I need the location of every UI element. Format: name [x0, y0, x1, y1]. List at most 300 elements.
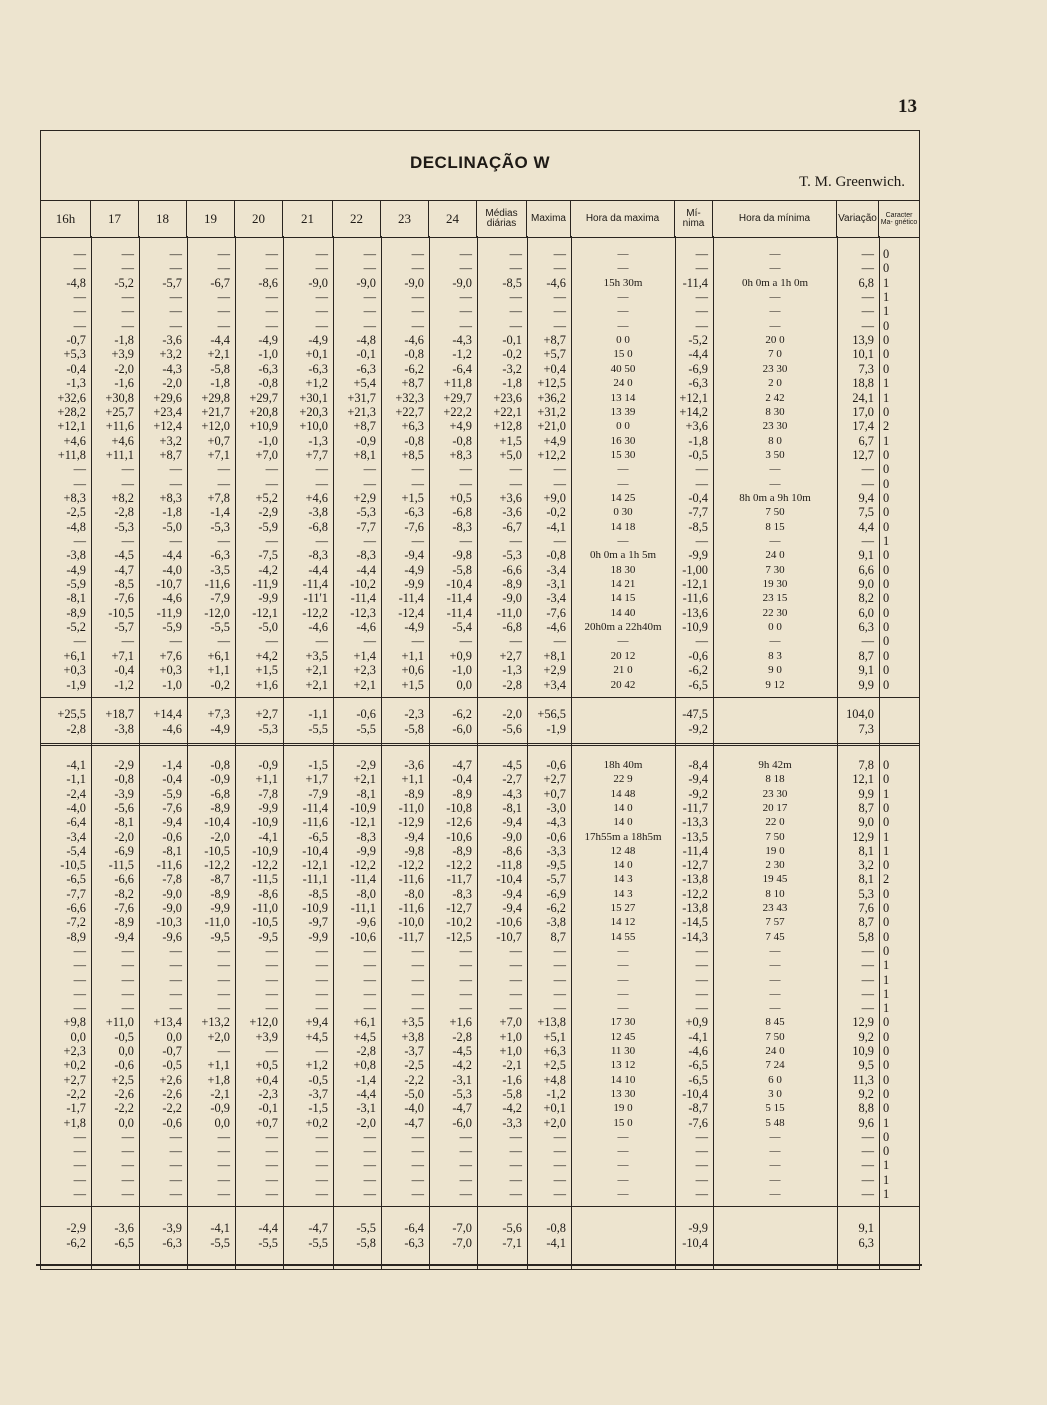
table-row — [41, 758, 919, 772]
table-row — [41, 491, 919, 505]
table-cell: 12,9 — [852, 1015, 874, 1030]
table-cell: +3,8 — [401, 1029, 424, 1044]
table-cell: 2 0 — [768, 377, 782, 390]
table-cell: — — [695, 247, 708, 261]
table-cell: -5,5 — [210, 1235, 230, 1250]
table-cell: — — [769, 987, 781, 1000]
table-cell: -9,5 — [546, 858, 566, 873]
table-cell: -0,9 — [210, 772, 230, 787]
table-cell: -8,9 — [210, 886, 230, 901]
table-cell: — — [617, 944, 629, 957]
table-cell: 0 — [883, 858, 890, 873]
table-cell: +8,7 — [353, 419, 376, 434]
table-cell: — — [411, 290, 424, 305]
table-cell: — — [363, 986, 376, 1001]
table-cell: -5,9 — [258, 519, 278, 534]
table-cell: +0,6 — [401, 663, 424, 678]
table-cell: -11,0 — [496, 605, 522, 620]
table-cell: — — [617, 1130, 629, 1143]
table-cell: +22,1 — [493, 404, 522, 419]
table-cell: — — [509, 318, 522, 333]
table-cell: -9,5 — [210, 929, 230, 944]
table-cell: 14 15 — [610, 592, 636, 605]
table-cell: 0 — [883, 261, 890, 276]
table-cell: -2,8 — [502, 677, 522, 692]
table-cell: -11,4 — [682, 843, 708, 858]
table-cell: — — [459, 261, 472, 276]
table-cell: 12,1 — [852, 772, 874, 787]
table-cell: -7,0 — [452, 1235, 472, 1250]
table-cell: -3,7 — [308, 1086, 328, 1101]
table-cell: — — [363, 261, 376, 276]
table-cell: — — [411, 1158, 424, 1173]
table-cell: -0,4 — [688, 490, 708, 505]
table-cell: +4,2 — [255, 648, 278, 663]
table-cell: — — [73, 318, 86, 333]
table-cell: +8,7 — [401, 376, 424, 391]
table-cell: 14 18 — [610, 520, 636, 533]
table-cell: -2,1 — [502, 1058, 522, 1073]
table-cell: 15 0 — [613, 1116, 633, 1129]
column-header: 22 — [333, 201, 381, 237]
table-cell: — — [411, 476, 424, 491]
table-cell: -5,5 — [308, 721, 328, 736]
table-cell: +1,1 — [401, 648, 424, 663]
table-cell: — — [363, 1144, 376, 1159]
table-cell: — — [553, 986, 566, 1001]
table-cell: 11 30 — [610, 1045, 636, 1057]
table-cell: — — [695, 958, 708, 973]
table-cell: 0 — [883, 605, 890, 620]
table-cell: 23 30 — [762, 362, 788, 375]
table-cell: -7,7 — [66, 886, 86, 901]
table-cell: +0,9 — [685, 1015, 708, 1030]
table-cell: -8,1 — [114, 815, 134, 830]
table-cell — [713, 722, 837, 736]
table-row — [41, 347, 919, 361]
table-cell: — — [217, 261, 230, 276]
table-cell: +30,1 — [299, 390, 328, 405]
table-cell: 14 48 — [610, 787, 636, 800]
table-row — [41, 534, 919, 548]
table-cell: 23 30 — [762, 420, 788, 433]
table-cell: +13,8 — [537, 1015, 566, 1030]
table-cell: -6,8 — [502, 620, 522, 635]
table-cell: -4,3 — [502, 786, 522, 801]
table-cell: -0,8 — [210, 758, 230, 772]
table-cell: — — [121, 1172, 134, 1187]
table-cell: -4,4 — [210, 333, 230, 348]
table-cell: -11,4 — [350, 872, 376, 887]
table-cell: -1,3 — [502, 663, 522, 678]
table-cell: 7 45 — [765, 930, 785, 943]
table-cell: 0 — [883, 677, 890, 692]
table-cell: — — [265, 476, 278, 491]
table-cell: -9,7 — [308, 915, 328, 930]
table-cell: — — [73, 1172, 86, 1187]
table-cell: — — [265, 1001, 278, 1016]
table-cell: +2,1 — [207, 347, 230, 362]
table-cell: — — [217, 1172, 230, 1187]
table-cell: 7,8 — [858, 758, 874, 772]
table-cell: -1,3 — [308, 433, 328, 448]
table-cell: -10,6 — [350, 929, 376, 944]
table-cell: -5,3 — [356, 505, 376, 520]
table-cell: +29,7 — [249, 390, 278, 405]
table-cell: -9,9 — [404, 577, 424, 592]
table-cell: — — [315, 943, 328, 958]
table-cell: — — [121, 534, 134, 548]
column-header: 18 — [139, 201, 187, 237]
column-rule — [381, 236, 382, 1269]
table-cell: — — [861, 247, 874, 261]
table-cell: -6,9 — [114, 843, 134, 858]
table-cell: 24 0 — [765, 1045, 785, 1057]
table-cell: -14,5 — [682, 915, 708, 930]
table-cell: — — [411, 634, 424, 649]
table-cell: -5,2 — [114, 275, 134, 290]
table-cell: +2,9 — [353, 490, 376, 505]
table-cell: -3,6 — [162, 333, 182, 348]
table-cell: -8,3 — [452, 886, 472, 901]
table-cell: — — [617, 973, 629, 986]
table-cell: -6,3 — [308, 361, 328, 376]
table-cell: -6,6 — [66, 901, 86, 915]
table-cell: -4,0 — [404, 1101, 424, 1116]
table-cell: 5,8 — [858, 929, 874, 944]
table-cell: -7,1 — [502, 1235, 522, 1250]
table-title: DECLINAÇÃO W — [409, 153, 551, 172]
table-cell: 8,2 — [858, 591, 874, 606]
table-cell: — — [73, 1129, 86, 1144]
table-cell: 0 — [883, 815, 890, 830]
table-cell: 7 57 — [765, 916, 785, 929]
table-cell: +0,5 — [449, 490, 472, 505]
table-cell: -4,4 — [258, 1221, 278, 1235]
table-cell: — — [265, 1144, 278, 1159]
table-cell: — — [169, 304, 182, 319]
table-cell: -14,3 — [682, 929, 708, 944]
table-cell: — — [315, 1129, 328, 1144]
table-cell: -1,4 — [356, 1072, 376, 1087]
table-cell: -12,9 — [398, 815, 424, 830]
table-cell: +8,7 — [543, 333, 566, 348]
table-cell: — — [265, 1172, 278, 1187]
table-cell: -10,3 — [156, 915, 182, 930]
table-row — [41, 858, 919, 872]
table-cell — [713, 1236, 837, 1250]
table-cell: — — [217, 247, 230, 261]
table-cell: 7 50 — [765, 830, 785, 843]
table-row — [41, 872, 919, 886]
table-cell: — — [121, 1001, 134, 1016]
table-row — [41, 649, 919, 663]
table-row — [41, 887, 919, 901]
table-cell: +4,9 — [543, 433, 566, 448]
table-cell: — — [553, 247, 566, 261]
table-cell: -1,5 — [308, 1101, 328, 1116]
table-cell: 0 0 — [768, 621, 782, 634]
table-cell: 14 3 — [613, 887, 633, 900]
table-cell: — — [121, 958, 134, 973]
table-cell: — — [169, 476, 182, 491]
table-cell: — — [121, 304, 134, 319]
table-subtitle: T. M. Greenwich. — [799, 174, 905, 190]
table-cell: 18h 40m — [603, 759, 643, 771]
table-row — [41, 1044, 919, 1058]
table-cell: -6,5 — [688, 1058, 708, 1073]
table-cell: 0 — [883, 447, 890, 462]
column-rule — [477, 236, 478, 1269]
table-cell: -8,9 — [502, 577, 522, 592]
table-cell: — — [459, 1172, 472, 1187]
table-cell: -6,2 — [404, 361, 424, 376]
table-cell: — — [73, 462, 86, 477]
table-cell: — — [121, 462, 134, 477]
table-cell: -5,3 — [258, 721, 278, 736]
table-cell: -4,5 — [114, 548, 134, 563]
table-cell: +0,3 — [63, 663, 86, 678]
table-cell: 16 30 — [610, 434, 636, 447]
table-cell: -1,6 — [502, 1072, 522, 1087]
table-cell: -10,5 — [60, 858, 86, 873]
table-cell: — — [217, 972, 230, 987]
table-cell: -4,6 — [546, 275, 566, 290]
table-cell: 14 25 — [610, 491, 636, 504]
table-cell: +31,7 — [347, 390, 376, 405]
table-cell: -3,8 — [114, 721, 134, 736]
table-cell: -2,9 — [258, 505, 278, 520]
table-cell: 0 — [883, 404, 890, 419]
table-cell: — — [617, 635, 629, 648]
table-cell: -11,4 — [350, 591, 376, 606]
column-rule — [837, 236, 838, 1269]
table-cell: -0,7 — [66, 333, 86, 348]
table-cell: — — [73, 986, 86, 1001]
column-header: 16h — [41, 201, 91, 237]
table-cell: 1 — [883, 433, 890, 448]
table-cell: -4,7 — [404, 1115, 424, 1130]
table-cell: +2,7 — [499, 648, 522, 663]
table-cell: — — [121, 247, 134, 261]
table-cell: +21,3 — [347, 404, 376, 419]
table-cell: -10,9 — [302, 901, 328, 915]
table-cell: — — [217, 958, 230, 973]
table-cell: +22,7 — [395, 404, 424, 419]
table-cell: -10,7 — [156, 577, 182, 592]
table-cell: 23 30 — [762, 787, 788, 800]
table-cell: — — [509, 1001, 522, 1016]
table-cell: 6,6 — [858, 562, 874, 577]
table-cell: -6,4 — [404, 1221, 424, 1235]
table-cell: — — [459, 462, 472, 477]
table-cell: 0,0 — [118, 1044, 134, 1058]
table-cell: 1 — [883, 376, 890, 391]
table-row — [41, 958, 919, 972]
table-cell: -10,9 — [252, 815, 278, 830]
table-cell: -9,4 — [502, 886, 522, 901]
table-cell: -12,2 — [446, 858, 472, 873]
table-cell: -5,7 — [114, 620, 134, 635]
table-cell: +12,1 — [679, 390, 708, 405]
table-cell: 1 — [883, 1158, 890, 1173]
table-cell: 17,0 — [852, 404, 874, 419]
table-cell: 6 0 — [768, 1073, 782, 1086]
table-row — [41, 815, 919, 829]
declination-table — [40, 130, 920, 1270]
table-row — [41, 577, 919, 591]
table-cell: -8,9 — [452, 843, 472, 858]
table-cell: — — [121, 261, 134, 276]
column-header: 24 — [429, 201, 477, 237]
table-cell: 9,9 — [858, 786, 874, 801]
table-cell: — — [169, 1187, 182, 1201]
table-cell: -12,7 — [446, 901, 472, 915]
table-header — [41, 200, 919, 238]
table-cell: +8,7 — [159, 447, 182, 462]
table-cell: — — [459, 1001, 472, 1016]
table-cell: -0,8 — [114, 772, 134, 787]
table-row — [41, 678, 919, 692]
column-rule — [713, 236, 714, 1269]
table-cell: 1 — [883, 1187, 890, 1201]
table-cell: -10,4 — [682, 1086, 708, 1101]
table-cell: 0 — [883, 620, 890, 635]
table-cell: — — [509, 247, 522, 261]
page-number: 13 — [898, 96, 917, 117]
table-cell: -3,0 — [546, 800, 566, 815]
table-cell: +2,1 — [353, 772, 376, 787]
column-rule — [429, 236, 430, 1269]
table-cell: — — [617, 262, 629, 275]
table-cell: 13 12 — [610, 1059, 636, 1072]
table-cell: -13,8 — [682, 901, 708, 915]
table-cell: — — [411, 304, 424, 319]
table-cell: 23 15 — [762, 592, 788, 605]
table-cell: — — [617, 477, 629, 490]
table-row — [41, 1101, 919, 1115]
table-cell: — — [121, 290, 134, 305]
table-cell: +1,0 — [499, 1044, 522, 1058]
table-cell: -7,8 — [258, 786, 278, 801]
table-cell: +2,5 — [111, 1072, 134, 1087]
table-cell: +18,7 — [105, 707, 134, 721]
table-cell: — — [169, 1158, 182, 1173]
table-row — [41, 448, 919, 462]
table-cell: -0,5 — [114, 1029, 134, 1044]
table-cell: 9 12 — [765, 678, 785, 691]
table-cell: 0 — [883, 758, 890, 772]
table-cell: 6,7 — [858, 433, 874, 448]
table-cell: -1,9 — [66, 677, 86, 692]
table-cell: — — [509, 290, 522, 305]
table-cell: -2,0 — [114, 361, 134, 376]
table-cell: +8,3 — [159, 490, 182, 505]
table-cell: +2,0 — [543, 1115, 566, 1130]
table-cell: — — [695, 1129, 708, 1144]
table-cell: -1,0 — [452, 663, 472, 678]
table-cell: — — [121, 972, 134, 987]
table-cell: -12,5 — [446, 929, 472, 944]
table-cell: — — [265, 1187, 278, 1201]
table-cell: 1 — [883, 829, 890, 844]
table-cell: 0 — [883, 318, 890, 333]
table-cell: -0,8 — [404, 433, 424, 448]
table-cell: +13,2 — [201, 1015, 230, 1030]
table-cell: — — [617, 1188, 629, 1200]
table-cell: 0 — [883, 462, 890, 477]
table-cell: -6,8 — [452, 505, 472, 520]
table-cell: -4,4 — [356, 562, 376, 577]
table-cell: — — [265, 261, 278, 276]
table-cell: -9,9 — [688, 1221, 708, 1235]
table-cell: -6,8 — [210, 786, 230, 801]
table-row — [41, 520, 919, 534]
table-cell: -3,4 — [546, 562, 566, 577]
table-cell: -12,1 — [302, 858, 328, 873]
table-cell: 22 30 — [762, 606, 788, 619]
table-cell: -4,2 — [452, 1058, 472, 1073]
table-cell: — — [73, 634, 86, 649]
table-cell: -9,4 — [114, 929, 134, 944]
table-cell: — — [315, 1187, 328, 1201]
table-cell: — — [695, 261, 708, 276]
table-cell: +25,7 — [105, 404, 134, 419]
table-cell: -0,8 — [258, 376, 278, 391]
table-cell: — — [861, 261, 874, 276]
table-cell: +5,2 — [255, 490, 278, 505]
table-cell: 1 — [883, 986, 890, 1001]
table-cell: 9,2 — [858, 1086, 874, 1101]
table-cell: +12,2 — [537, 447, 566, 462]
table-cell: — — [695, 972, 708, 987]
table-cell: — — [769, 959, 781, 972]
table-cell: -5,5 — [258, 1235, 278, 1250]
table-cell: -2,9 — [114, 758, 134, 772]
table-cell: -1,8 — [114, 333, 134, 348]
table-row — [41, 1130, 919, 1144]
table-cell: -11,0 — [398, 800, 424, 815]
table-cell: 0 — [883, 1029, 890, 1044]
table-cell: — — [265, 634, 278, 649]
table-cell: +5,3 — [63, 347, 86, 362]
table-cell: +2,1 — [305, 677, 328, 692]
table-cell: — — [769, 463, 781, 476]
table-cell: +1,5 — [401, 490, 424, 505]
table-cell: 8,7 — [858, 648, 874, 663]
table-cell: -6,2 — [688, 663, 708, 678]
table-cell: — — [217, 634, 230, 649]
summary-row — [41, 722, 919, 736]
table-cell: +6,1 — [63, 648, 86, 663]
table-cell: +6,1 — [207, 648, 230, 663]
table-row — [41, 276, 919, 290]
table-cell: -6,9 — [546, 886, 566, 901]
table-cell: +1,1 — [255, 772, 278, 787]
table-cell: — — [553, 318, 566, 333]
table-cell: — — [411, 943, 424, 958]
table-cell: -4,3 — [162, 361, 182, 376]
table-cell: 0 — [883, 648, 890, 663]
table-cell: 0 — [883, 1086, 890, 1101]
table-cell: — — [315, 972, 328, 987]
table-cell: -4,8 — [66, 275, 86, 290]
column-rule — [91, 236, 92, 1269]
table-cell: -1,3 — [66, 376, 86, 391]
table-cell: -0,1 — [502, 333, 522, 348]
table-cell: — — [509, 1158, 522, 1173]
table-cell: -0,8 — [546, 1221, 566, 1235]
